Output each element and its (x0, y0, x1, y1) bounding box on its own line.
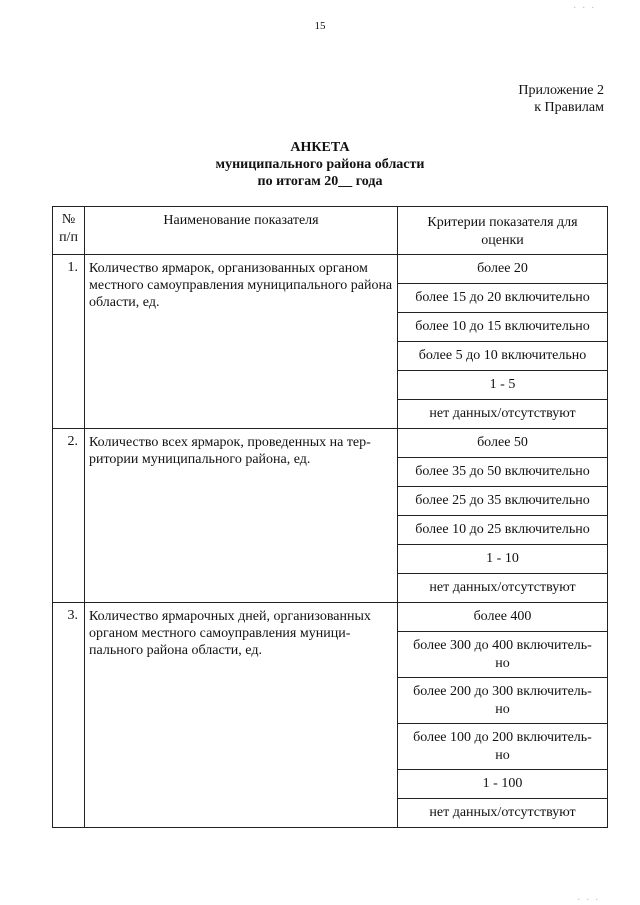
row-number: 1. (53, 255, 85, 429)
criterion-cell: более 300 до 400 включитель- но (398, 632, 608, 678)
header-num: № п/п (53, 207, 85, 255)
table-row (53, 429, 608, 458)
criterion-cell: 1 - 100 (398, 770, 608, 799)
table-row (53, 603, 608, 632)
page-number: 15 (314, 20, 326, 32)
criterion-cell: более 5 до 10 включительно (398, 342, 608, 371)
appendix-line-2: к Правилам (534, 100, 604, 115)
criterion-cell: более 25 до 35 включительно (398, 487, 608, 516)
criterion-cell: более 400 (398, 603, 608, 632)
appendix-label (518, 82, 604, 116)
criterion-cell: 1 - 5 (398, 371, 608, 400)
indicator-name: Количество ярмарок, организованных органом местного самоуправления муниципального района области, ед. (85, 255, 398, 429)
questionnaire-table (52, 206, 608, 828)
title-line-3: по итогам 20__ года (257, 174, 383, 189)
title-line-1: АНКЕТА (290, 140, 350, 155)
header-criteria: Критерии показателя для оценки (398, 207, 608, 255)
criterion-cell: нет данных/отсутствуют (398, 574, 608, 603)
criterion-cell: нет данных/отсутствуют (398, 400, 608, 429)
indicator-name: Количество ярмарочных дней, организованных органом местного самоуправления муници- пального района области, ед. (85, 603, 398, 828)
criterion-cell: более 35 до 50 включительно (398, 458, 608, 487)
criterion-cell: 1 - 10 (398, 545, 608, 574)
criterion-cell: нет данных/отсутствуют (398, 799, 608, 828)
criterion-cell: более 20 (398, 255, 608, 284)
criterion-cell: более 15 до 20 включительно (398, 284, 608, 313)
scan-mark-top: . . . (573, 0, 596, 11)
appendix-line-1: Приложение 2 (518, 83, 604, 98)
criterion-cell: более 100 до 200 включитель- но (398, 724, 608, 770)
row-number: 3. (53, 603, 85, 828)
header-name: Наименование показателя (85, 207, 398, 255)
table-row (53, 255, 608, 284)
table-body (53, 255, 608, 828)
criterion-cell: более 50 (398, 429, 608, 458)
title-line-2: муниципального района области (215, 157, 425, 172)
scan-mark-bottom: . . . (577, 892, 600, 903)
criterion-cell: более 10 до 25 включительно (398, 516, 608, 545)
table-header-row (53, 207, 608, 255)
row-number: 2. (53, 429, 85, 603)
criterion-cell: более 10 до 15 включительно (398, 313, 608, 342)
indicator-name: Количество всех ярмарок, проведенных на тер- ритории муниципального района, ед. (85, 429, 398, 603)
criterion-cell: более 200 до 300 включитель- но (398, 678, 608, 724)
document-title (0, 139, 640, 190)
